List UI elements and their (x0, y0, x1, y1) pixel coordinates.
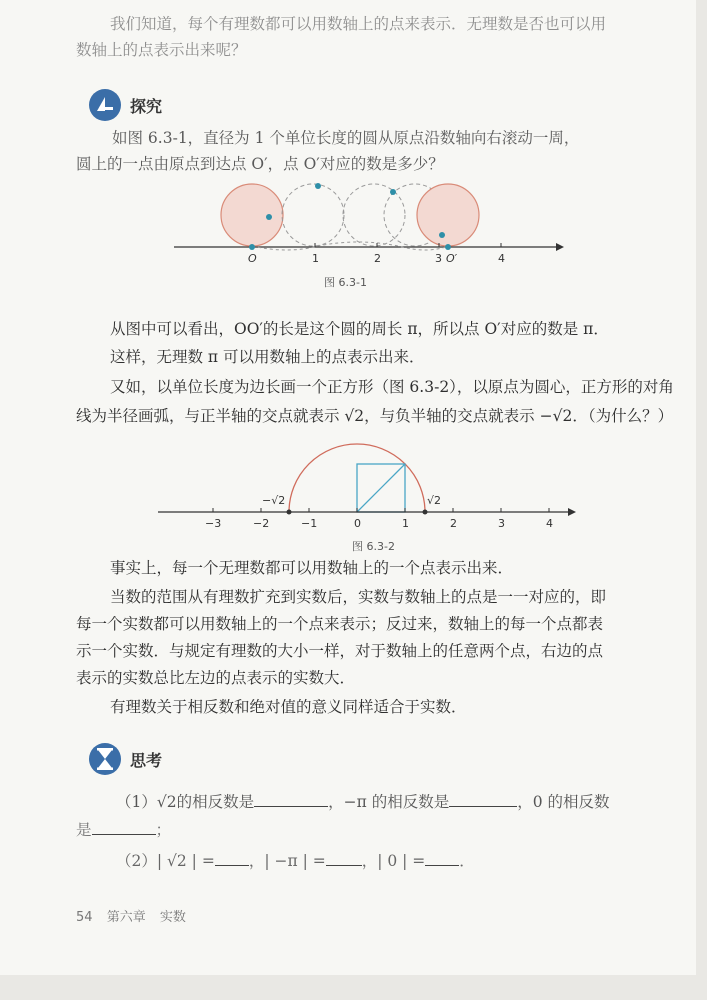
point-rolling-1 (266, 214, 272, 220)
label-o: O (248, 252, 257, 265)
q2-blank-1[interactable] (215, 851, 249, 866)
point-rolling-3 (390, 189, 396, 195)
body2-line-5: 表示的实数总比左边的点表示的实数大． (76, 669, 356, 687)
q1-part-d: 是 (76, 821, 92, 839)
figure-6-3-1 (168, 178, 568, 268)
label-o-prime: O′ (446, 252, 458, 265)
point-rolling-2 (315, 183, 321, 189)
chapter-label: 第六章 (106, 910, 146, 925)
body2-line-6: 有理数关于相反数和绝对值的意义同样适合于实数． (110, 698, 467, 716)
point-origin (249, 244, 255, 250)
figure-2-caption: 图 6.3-2 (352, 540, 395, 553)
body2-line-4: 示一个实数．与规定有理数的大小一样，对于数轴上的任意两个点，右边的点 (76, 642, 604, 660)
tick-label-neg1: −1 (301, 517, 318, 530)
explore-title: 探究 (130, 96, 163, 116)
tick-label-pos4: 4 (546, 517, 553, 530)
page-footer (76, 906, 196, 925)
figure-1-caption: 图 6.3-1 (324, 276, 367, 289)
explore-icon (88, 88, 122, 122)
explore-line-2: 圆上的一点由原点到达点 O′，点 O′对应的数是多少？ (76, 155, 444, 173)
point-sqrt2 (423, 510, 428, 515)
explore-header (88, 88, 162, 122)
page-number: 54 (76, 910, 93, 925)
q2-part-a: （2）| √2 | = (116, 852, 215, 870)
tick-label-1: 1 (312, 252, 319, 265)
tick-label-4: 4 (498, 252, 505, 265)
label-sqrt2: √2 (427, 494, 442, 507)
think-title: 思考 (130, 750, 163, 770)
tick-label-2: 2 (374, 252, 381, 265)
think-icon (88, 742, 122, 776)
body-line-2: 这样，无理数 π 可以用数轴上的点表示出来． (110, 348, 425, 366)
number-line-2-arrow (568, 508, 576, 516)
q1-part-b: ，−π 的相反数是 (328, 793, 450, 811)
body2-line-3: 每一个实数都可以用数轴上的一个点来表示；反过来，数轴上的每一个点都表 (76, 615, 604, 633)
label-neg-sqrt2: −√2 (262, 494, 286, 507)
tick-label-pos3: 3 (498, 517, 505, 530)
think-question-1 (116, 792, 707, 812)
tick-label-3: 3 (435, 252, 442, 265)
intro-line-2: 数轴上的点表示出来呢？ (76, 41, 247, 59)
q2-blank-2[interactable] (326, 851, 362, 866)
square-diagonal (357, 464, 405, 512)
explore-line-1: 如图 6.3-1，直径为 1 个单位长度的圆从原点沿数轴向右滚动一周， (112, 129, 580, 147)
body2-line-2: 当数的范围从有理数扩充到实数后，实数与数轴上的点是一一对应的，即 (110, 588, 607, 606)
tick-label-neg3: −3 (205, 517, 222, 530)
think-question-1-cont (76, 820, 707, 840)
body2-line-1: 事实上，每一个无理数都可以用数轴上的一个点表示出来． (110, 559, 514, 577)
tick-label-0: 0 (354, 517, 361, 530)
body-line-1: 从图中可以看出，OO′的长是这个圆的周长 π，所以点 O′对应的数是 π． (110, 320, 609, 338)
point-neg-sqrt2 (287, 510, 292, 515)
body-line-4: 线为半径画弧，与正半轴的交点就表示 √2，与负半轴的交点就表示 −√2．（为什么？） (76, 407, 674, 425)
point-o-prime (445, 244, 451, 250)
q1-part-e: ； (155, 821, 172, 839)
start-circle (221, 184, 283, 246)
body-line-3: 又如，以单位长度为边长画一个正方形（图 6.3-2），以原点为圆心，正方形的对角 (110, 378, 674, 396)
rolling-circle-1 (282, 184, 344, 246)
q1-part-c: ，0 的相反数 (517, 793, 610, 811)
chapter-title: 实数 (159, 910, 186, 925)
number-line-1-arrow (556, 243, 564, 251)
q2-part-c: ，| 0 | = (361, 852, 426, 870)
q2-blank-3[interactable] (425, 851, 459, 866)
tick-label-pos2: 2 (450, 517, 457, 530)
q1-part-a: （1）√2的相反数是 (116, 793, 255, 811)
q1-blank-2[interactable] (449, 792, 517, 807)
q1-blank-1[interactable] (254, 792, 328, 807)
tick-label-neg2: −2 (253, 517, 270, 530)
figure-6-3-2 (150, 440, 590, 535)
end-circle (417, 184, 479, 246)
intro-line-1: 我们知道，每个有理数都可以用数轴上的点来表示．无理数是否也可以用 (110, 15, 607, 33)
q2-part-b: ，| −π | = (248, 852, 326, 870)
think-question-2 (116, 851, 707, 871)
tick-label-pos1: 1 (402, 517, 409, 530)
point-rolling-4 (439, 232, 445, 238)
q2-part-d: ． (459, 852, 475, 870)
q1-blank-3[interactable] (92, 820, 156, 835)
think-header (88, 742, 162, 776)
